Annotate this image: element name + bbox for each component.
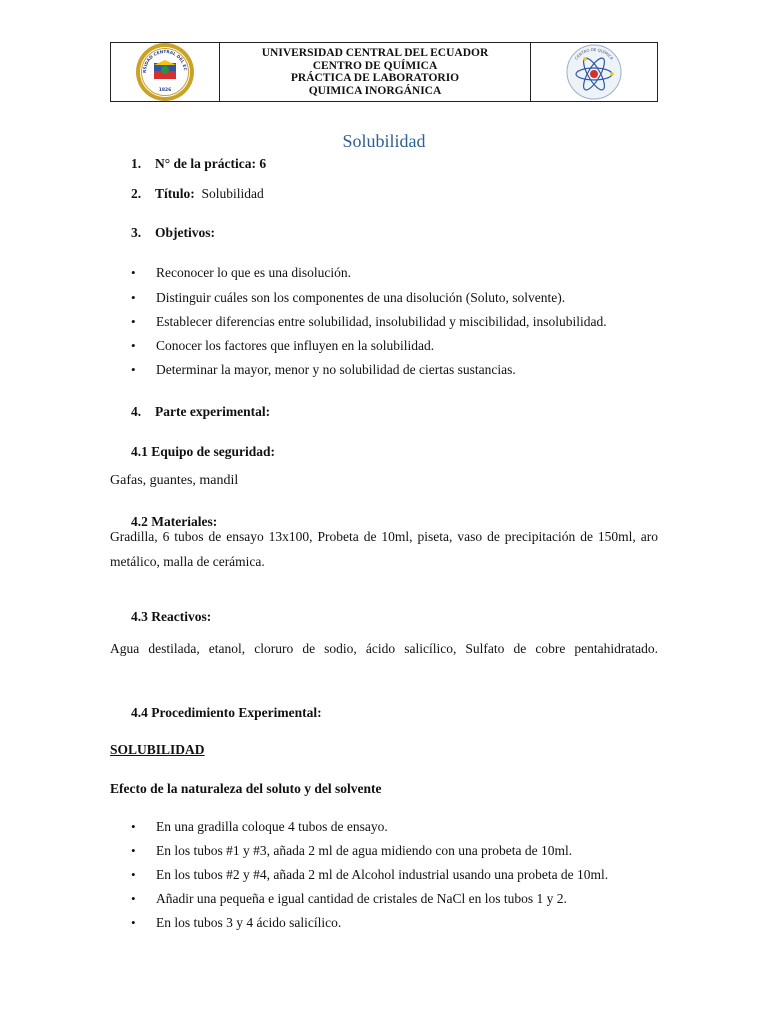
atom-logo-lettering: CENTRO DE QUÍMICA [573,46,615,61]
efecto-heading: Efecto de la naturaleza del soluto y del solvente [110,781,382,796]
seal-lettering: RSIDAD CENTRAL DEL EC [141,48,188,73]
objective-item: Distinguir cuáles son los componentes de una disolución (Soluto, solvente). [156,290,566,305]
header-title-cell [220,43,530,101]
bullet: • [131,915,136,930]
section-4-3-heading: 4.3 Reactivos: [131,609,212,624]
section-4-2-line1: Gradilla, 6 tubos de ensayo 13x100, Probeta de 10ml, piseta, vaso de precipitación de 150ml, aro [110,529,658,544]
header-left-cell [111,43,220,101]
solubilidad-heading: SOLUBILIDAD [110,742,205,757]
bullet: • [131,314,136,329]
bullet: • [131,362,136,377]
header-practice: PRÁCTICA DE LABORATORIO [290,72,460,84]
header-university: UNIVERSIDAD CENTRAL DEL ECUADOR [261,47,489,59]
seal-year: 1826 [158,88,172,93]
section-1-text: N° de la práctica: 6 [155,156,267,171]
section-4-3-text: Agua destilada, etanol, cloruro de sodio, ácido salicílico, Sulfato de cobre pentahidratado. [110,641,658,656]
bullet: • [131,891,136,906]
section-4-1-heading: 4.1 Equipo de seguridad: [131,444,276,459]
procedure-step: En los tubos #1 y #3, añada 2 ml de agua midiendo con una probeta de 10ml. [156,843,573,858]
section-3-label: Objetivos: [155,225,215,240]
section-1 [131,156,266,172]
bullet: • [131,338,136,353]
header-center: CENTRO DE QUÍMICA [312,59,438,72]
section-2 [131,186,264,202]
header-table [110,42,658,102]
section-2-label: Título: [155,186,195,201]
objective-item: Conocer los factores que influyen en la solubilidad. [156,338,435,353]
section-4 [131,404,270,420]
objective-item: Reconocer lo que es una disolución. [156,265,351,280]
section-3-number: 3. [131,225,142,240]
section-4-2-line2: metálico, malla de cerámica. [110,554,265,569]
header-right-cell [530,43,657,101]
section-4-4-heading: 4.4 Procedimiento Experimental: [131,705,322,720]
header-subject: QUIMICA INORGÁNICA [308,84,442,97]
atom-logo-icon [562,44,626,100]
section-1-number: 1. [131,156,142,171]
procedure-step: En una gradilla coloque 4 tubos de ensayo. [156,819,388,834]
objective-item: Establecer diferencias entre solubilidad, insolubilidad y miscibilidad, insolubilidad. [156,314,607,329]
bullet: • [131,867,136,882]
university-seal-icon [132,42,198,102]
section-3 [131,225,215,241]
procedure-step: Añadir una pequeña e igual cantidad de cristales de NaCl en los tubos 1 y 2. [156,891,567,906]
objective-item: Determinar la mayor, menor y no solubilidad de ciertas sustancias. [156,362,516,377]
section-4-2-heading: 4.2 Materiales: [131,514,218,529]
section-4-1-text: Gafas, guantes, mandil [110,473,239,488]
section-4-label: Parte experimental: [155,404,271,419]
bullet: • [131,843,136,858]
procedure-step: En los tubos 3 y 4 ácido salicílico. [156,915,342,930]
section-2-number: 2. [131,186,142,201]
bullet: • [131,265,136,280]
bullet: • [131,819,136,834]
section-4-number: 4. [131,404,142,419]
procedure-step: En los tubos #2 y #4, añada 2 ml de Alcohol industrial usando una probeta de 10ml. [156,867,609,882]
page-title: Solubilidad [342,131,426,151]
section-2-value: Solubilidad [201,186,264,201]
bullet: • [131,290,136,305]
